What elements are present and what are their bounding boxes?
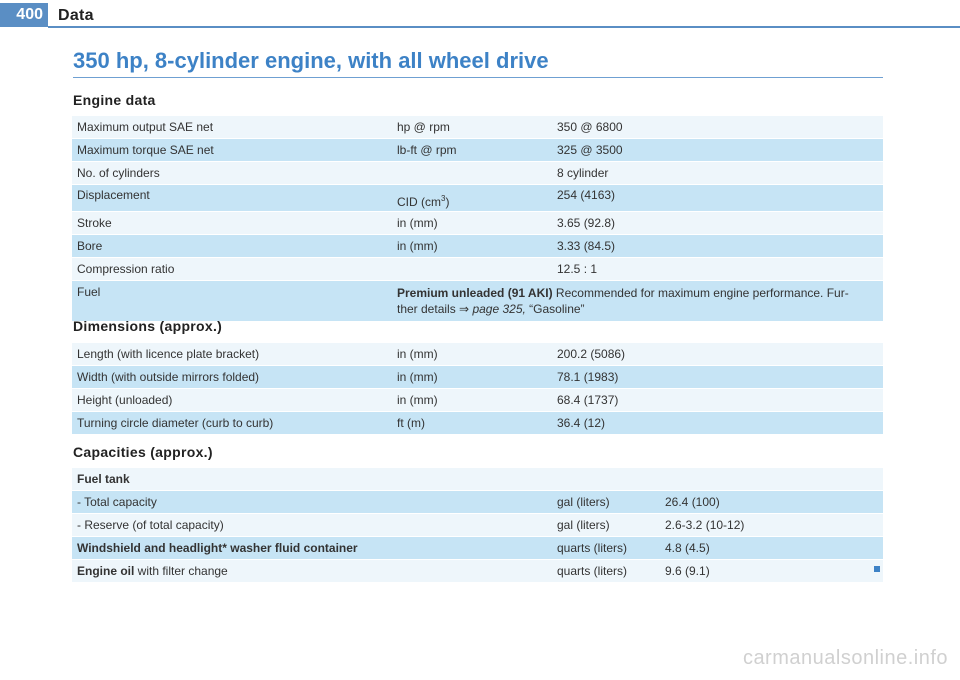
- header-rule: [48, 26, 960, 28]
- row-value: 8 cylinder: [552, 162, 883, 185]
- table-row: [72, 212, 883, 235]
- row-value: 3.33 (84.5): [552, 235, 883, 258]
- row-label: [72, 560, 552, 583]
- fuel-text-line2: ther details: [397, 302, 460, 316]
- row-unit: [392, 162, 552, 185]
- page-title: 350 hp, 8-cylinder engine, with all wheel drive: [73, 48, 549, 73]
- fuel-text-end: “Gasoline”: [525, 302, 585, 316]
- table-row: [72, 468, 883, 491]
- table-row: [72, 162, 883, 185]
- watermark: carmanualsonline.info: [742, 647, 948, 669]
- row-value: 12.5 : 1: [552, 258, 883, 281]
- table-row-fuel: [72, 281, 883, 322]
- row-label: Stroke: [72, 212, 392, 235]
- capacities-heading: Capacities (approx.): [73, 444, 213, 460]
- row-label: Maximum output SAE net: [72, 116, 392, 139]
- row-value: 3.65 (92.8): [552, 212, 883, 235]
- row-unit: in (mm): [392, 366, 552, 389]
- row-unit: gal (liters): [552, 514, 660, 537]
- row-unit: [392, 185, 552, 212]
- row-value: 9.6 (9.1): [660, 560, 883, 583]
- dimensions-heading: Dimensions (approx.): [73, 318, 223, 334]
- engine-oil-note: with filter change: [134, 564, 228, 578]
- dimensions-table: [72, 343, 883, 434]
- row-label: Windshield and headlight* washer fluid container: [72, 537, 552, 560]
- table-row: [72, 412, 883, 435]
- row-unit: ft (m): [392, 412, 552, 435]
- fuel-description: [392, 281, 883, 322]
- row-label: Bore: [72, 235, 392, 258]
- table-row: [72, 116, 883, 139]
- arrow-icon: ⇒: [459, 302, 470, 316]
- row-value: 68.4 (1737): [552, 389, 883, 412]
- table-row: [72, 537, 883, 560]
- unit-text: CID (cm: [397, 195, 441, 209]
- table-row: [72, 343, 883, 366]
- fuel-grade: Premium unleaded (91 AKI): [397, 286, 553, 300]
- row-label: - Reserve (of total capacity): [72, 514, 552, 537]
- row-value: 2.6-3.2 (10-12): [660, 514, 883, 537]
- row-label: Length (with licence plate bracket): [72, 343, 392, 366]
- engine-oil-label: Engine oil: [77, 564, 135, 578]
- row-value: 200.2 (5086): [552, 343, 883, 366]
- row-unit: quarts (liters): [552, 537, 660, 560]
- row-unit: quarts (liters): [552, 560, 660, 583]
- row-value: 350 @ 6800: [552, 116, 883, 139]
- engine-data-heading: Engine data: [73, 92, 156, 108]
- row-unit: [392, 258, 552, 281]
- row-label: Fuel: [72, 281, 392, 322]
- row-unit: in (mm): [392, 389, 552, 412]
- table-row: [72, 560, 883, 583]
- row-label: Compression ratio: [72, 258, 392, 281]
- table-row: [72, 235, 883, 258]
- fuel-text: Recommended for maximum engine performance. Fur-: [552, 286, 849, 300]
- row-value: 254 (4163): [552, 185, 883, 212]
- row-value: 325 @ 3500: [552, 139, 883, 162]
- row-label: Height (unloaded): [72, 389, 392, 412]
- table-row: [72, 491, 883, 514]
- row-value: 26.4 (100): [660, 491, 883, 514]
- unit-superscript: 3: [441, 194, 446, 203]
- page-number-tab: [0, 3, 48, 27]
- table-row: [72, 389, 883, 412]
- row-label: Turning circle diameter (curb to curb): [72, 412, 392, 435]
- page-number: 400: [16, 6, 43, 23]
- row-unit: in (mm): [392, 235, 552, 258]
- row-label: No. of cylinders: [72, 162, 392, 185]
- table-row: [72, 139, 883, 162]
- table-row: [72, 366, 883, 389]
- row-value: 4.8 (4.5): [660, 537, 883, 560]
- end-of-section-marker: [874, 566, 880, 572]
- row-unit: in (mm): [392, 343, 552, 366]
- unit-close: ): [445, 195, 450, 209]
- row-label: Displacement: [72, 185, 392, 212]
- row-label: Width (with outside mirrors folded): [72, 366, 392, 389]
- row-value: 78.1 (1983): [552, 366, 883, 389]
- row-unit: lb-ft @ rpm: [392, 139, 552, 162]
- page-reference-link[interactable]: page 325,: [472, 302, 526, 316]
- row-label: Maximum torque SAE net: [72, 139, 392, 162]
- row-value: 36.4 (12): [552, 412, 883, 435]
- engine-data-table: [72, 116, 883, 321]
- row-unit: in (mm): [392, 212, 552, 235]
- title-rule: [73, 77, 883, 78]
- row-unit: hp @ rpm: [392, 116, 552, 139]
- table-row: [72, 514, 883, 537]
- row-unit: gal (liters): [552, 491, 660, 514]
- table-row: [72, 185, 883, 212]
- row-label: - Total capacity: [72, 491, 552, 514]
- table-row: [72, 258, 883, 281]
- fuel-tank-label: Fuel tank: [72, 468, 883, 491]
- section-label: Data: [58, 7, 94, 24]
- capacities-table: [72, 468, 883, 582]
